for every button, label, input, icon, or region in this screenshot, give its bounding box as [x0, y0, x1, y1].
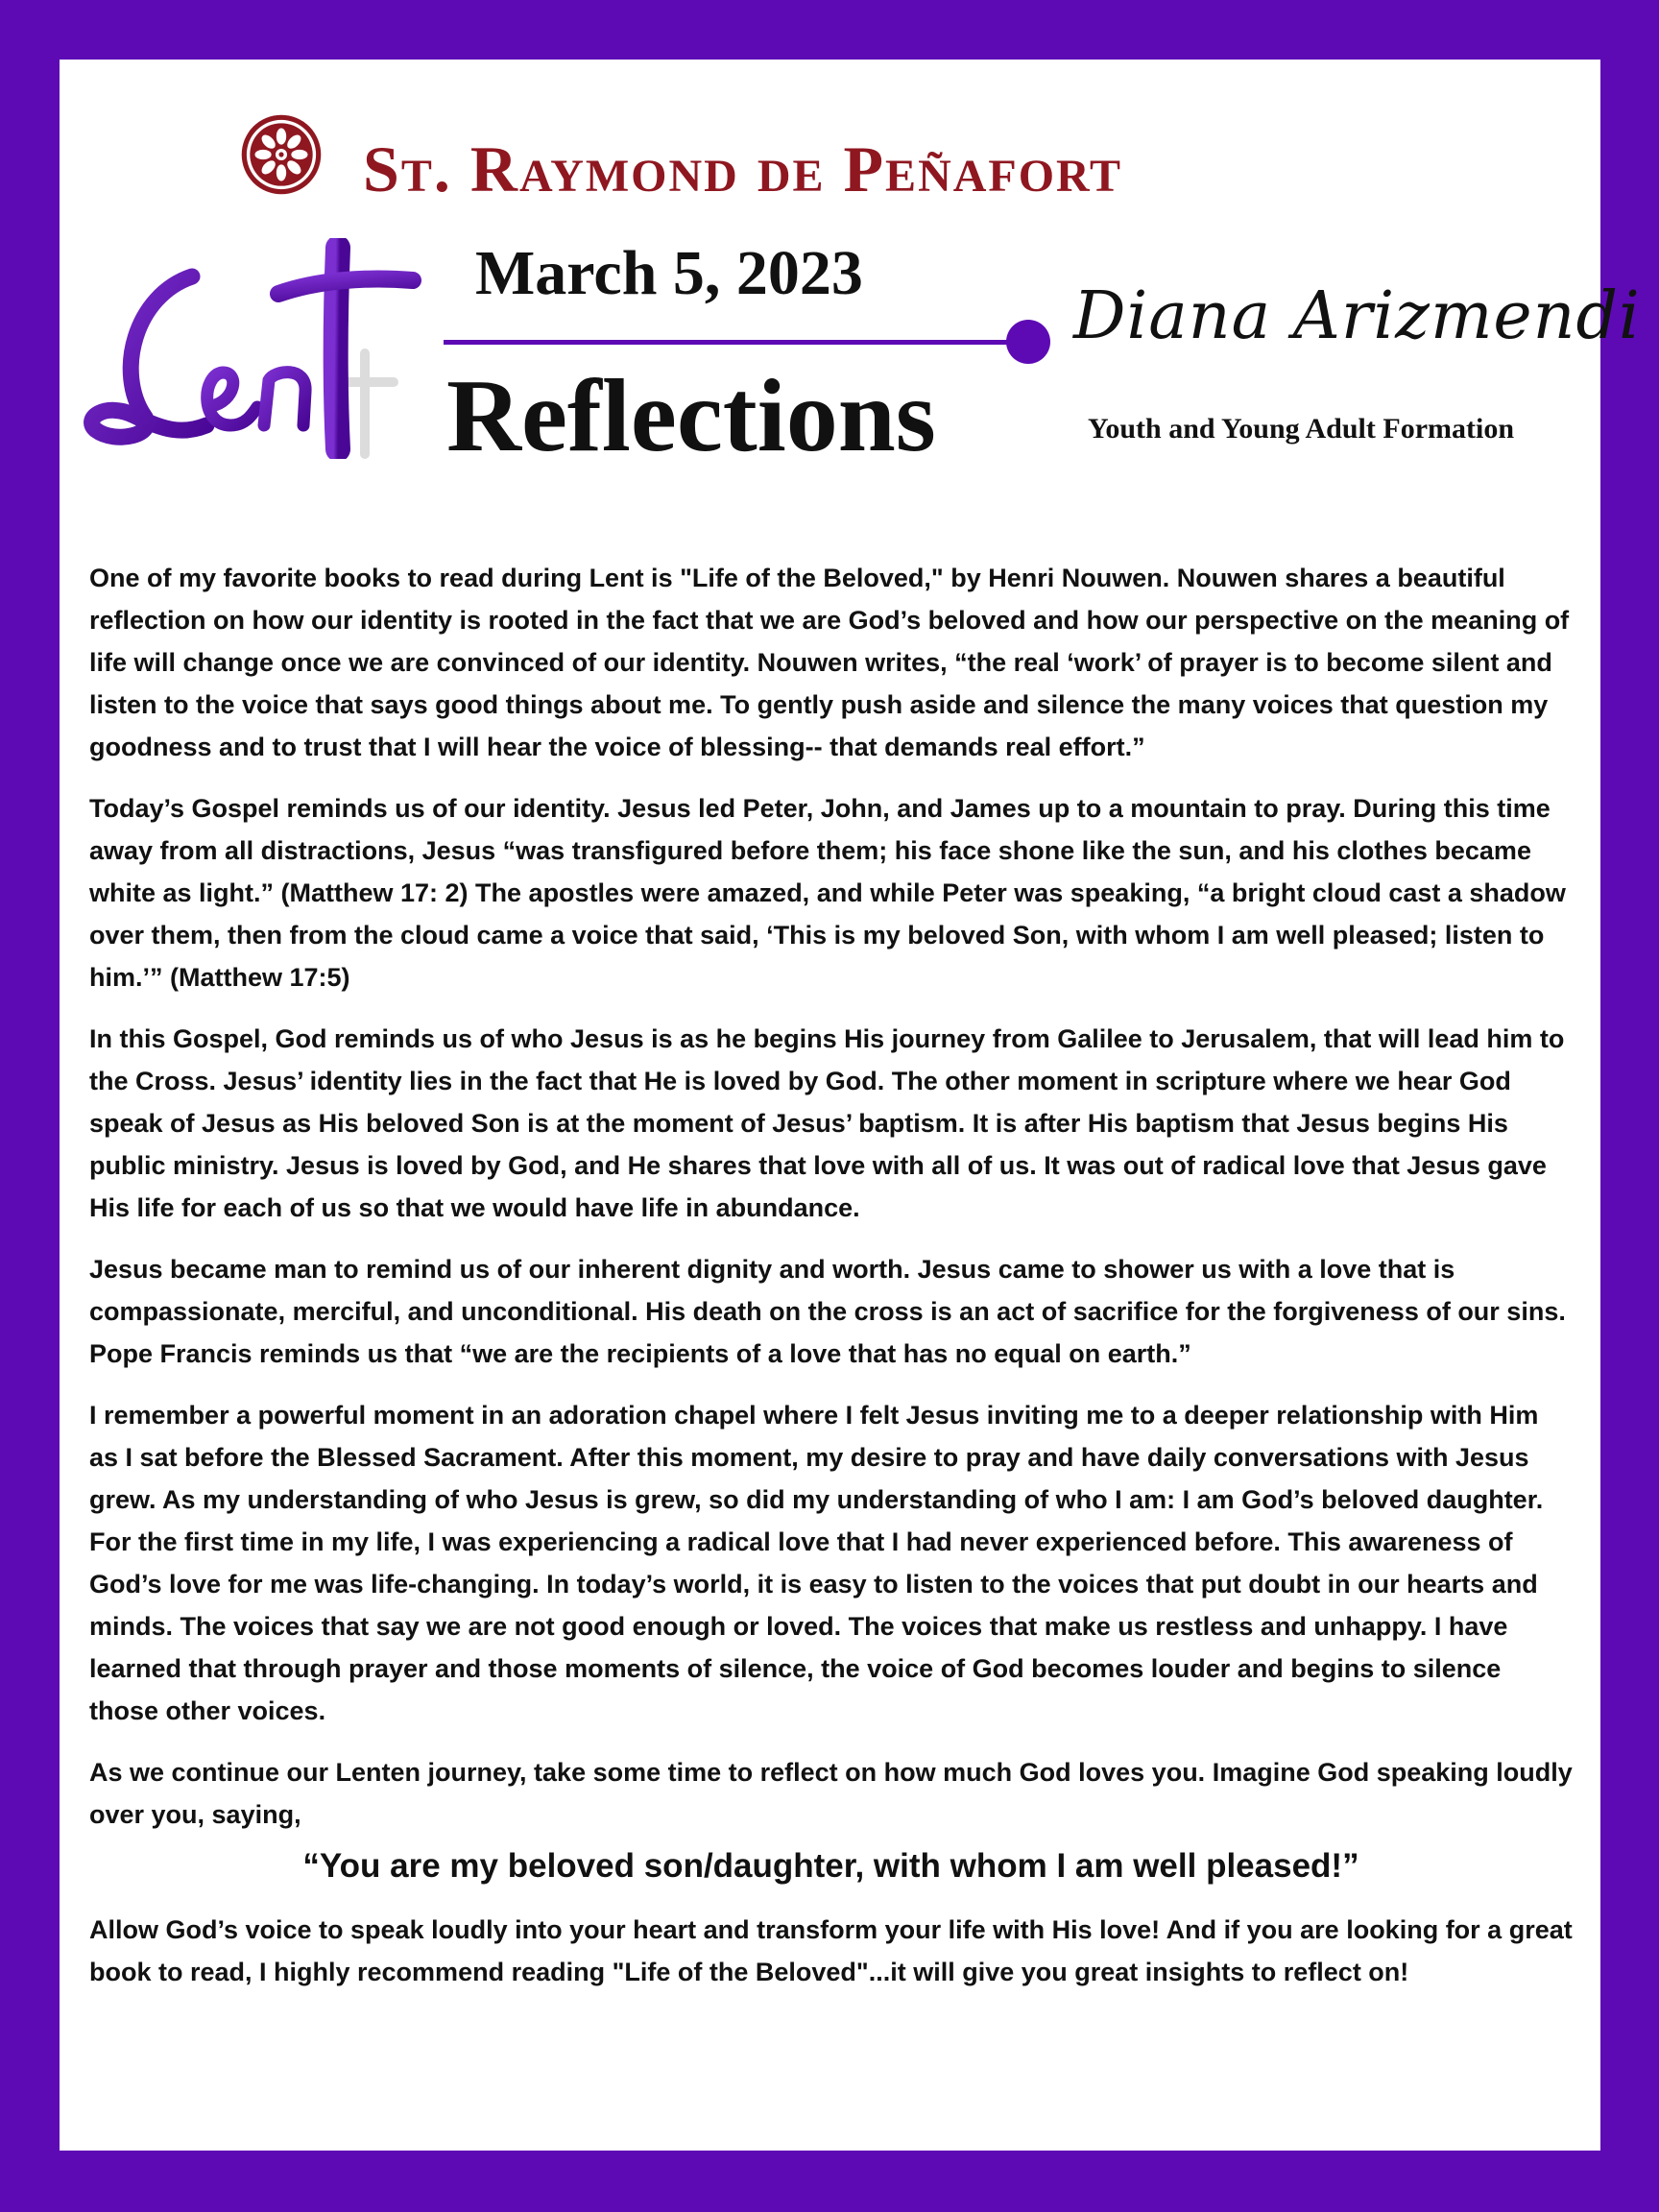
paragraph: Today’s Gospel reminds us of our identity. Jesus led Peter, John, and James up to a mountain to pray. During this time away from all distractions, Jesus “was transfigured before them; his face shone like the sun, and his clothes became white as light.” (Matthew 17: 2) The apostles were amazed, and while Peter was speaking, “a bright cloud cast a shadow over them, then from the cloud came a voice that said, ‘This is my beloved Son, with whom I am well pleased; listen to him.’” (Matthew 17:5) [89, 794, 1566, 992]
page-title: Reflections [446, 359, 936, 473]
reflection-date: March 5, 2023 [475, 238, 863, 308]
author-role: Youth and Young Adult Formation [1088, 413, 1515, 445]
closing-paragraph: Allow God’s voice to speak loudly into your heart and transform your life with His love! And if you are looking for a great book to read, I highly recommend reading "Life of the Beloved"...it will give you great insights to reflect on! [89, 1915, 1573, 1986]
pull-quote: “You are my beloved son/daughter, with whom I am well pleased!” [302, 1847, 1359, 1885]
reflection-body [89, 557, 1573, 2012]
header-rule-dot [1006, 320, 1050, 364]
paragraph: As we continue our Lenten journey, take some time to reflect on how much God loves you. Imagine God speaking loudly over you, saying, [89, 1758, 1573, 1829]
rose-window-logo [240, 113, 323, 196]
paragraph: In this Gospel, God reminds us of who Jesus is as he begins His journey from Galilee to Jerusalem, that will lead him to the Cross. Jesus’ identity lies in the fact that He is loved by God. The other moment in scripture where we hear God speak of Jesus as His beloved Son is at the moment of Jesus’ baptism. It is after His baptism that Jesus begins His public ministry. Jesus is loved by God, and He shares that love with all of us. It was out of radical love that Jesus gave His life for each of us so that we would have life in abundance. [89, 1024, 1565, 1222]
header-rule-line [444, 340, 1020, 345]
paragraph: Jesus became man to remind us of our inherent dignity and worth. Jesus came to shower us with a love that is compassionate, merciful, and unconditional. His death on the cross is an act of sacrifice for the forgiveness of our sins. Pope Francis reminds us that “we are the recipients of a love that has no equal on earth.” [89, 1255, 1566, 1368]
paragraph: One of my favorite books to read during Lent is "Life of the Beloved," by Henri Nouwen. Nouwen shares a beautiful reflection on how our identity is rooted in the fact that we are God’s beloved and how our perspective on the meaning of life will change once we are convinced of our identity. Nouwen writes, “the real ‘work’ of prayer is to become silent and listen to the voice that says good things about me. To gently push aside and silence the many voices that question my goodness and to trust that I will hear the voice of blessing-- that demands real effort.” [89, 564, 1570, 761]
lent-script-logo [77, 238, 442, 459]
author-signature: Diana Arizmendi [1073, 278, 1641, 354]
paragraph: I remember a powerful moment in an adoration chapel where I felt Jesus inviting me to a deeper relationship with Him as I sat before the Blessed Sacrament. After this moment, my desire to pray and have daily conversations with Jesus grew. As my understanding of who Jesus is grew, so did my understanding of who I am: I am God’s beloved daughter. For the first time in my life, I was experiencing a radical love that I had never experienced before. This awareness of God’s love for me was life-changing. In today’s world, it is easy to listen to the voices that put doubt in our hearts and minds. The voices that say we are not good enough or loved. The voices that make us restless and unhappy. I have learned that through prayer and those moments of silence, the voice of God becomes louder and begins to silence those other voices. [89, 1401, 1544, 1725]
parish-name: St. Raymond de Peñafort [363, 132, 1123, 205]
